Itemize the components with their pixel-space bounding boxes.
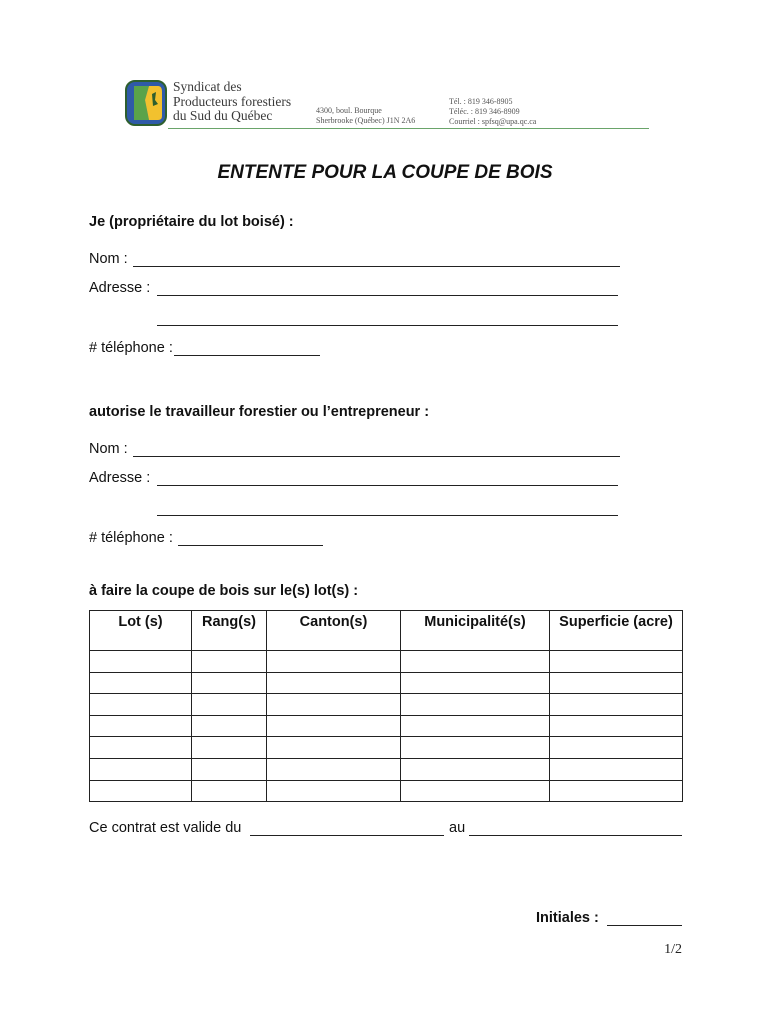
table-cell[interactable] — [550, 672, 683, 694]
table-cell[interactable] — [267, 651, 401, 673]
initials-field[interactable] — [607, 925, 682, 926]
worker-phone-label: # téléphone : — [89, 530, 173, 546]
owner-heading: Je (propriétaire du lot boisé) : — [89, 214, 294, 230]
table-header-row — [90, 611, 683, 651]
table-cell[interactable] — [90, 651, 192, 673]
owner-name-label: Nom : — [89, 251, 128, 267]
owner-address-field-line2[interactable] — [157, 325, 618, 326]
table-cell[interactable] — [267, 737, 401, 759]
table-cell[interactable] — [550, 780, 683, 802]
table-cell[interactable] — [401, 694, 550, 716]
worker-address-field-line2[interactable] — [157, 515, 618, 516]
table-cell[interactable] — [90, 694, 192, 716]
table-row — [90, 715, 683, 737]
initials-label: Initiales : — [536, 910, 599, 926]
owner-address-label: Adresse : — [89, 280, 151, 296]
table-cell[interactable] — [90, 715, 192, 737]
table-cell[interactable] — [192, 651, 267, 673]
contact-line: Téléc. : 819 346-8909 — [449, 107, 520, 116]
worker-name-label: Nom : — [89, 441, 128, 457]
table-cell[interactable] — [192, 715, 267, 737]
validity-to-label: au — [449, 820, 466, 836]
contact-line: Courriel : spfsq@upa.qc.ca — [449, 117, 537, 126]
organization-contact — [449, 97, 536, 127]
table-cell[interactable] — [267, 780, 401, 802]
table-row — [90, 651, 683, 673]
organization-name — [173, 80, 291, 124]
table-row — [90, 694, 683, 716]
table-cell[interactable] — [401, 651, 550, 673]
column-header-canton: Canton(s) — [267, 611, 401, 651]
table-cell[interactable] — [192, 758, 267, 780]
table-cell[interactable] — [550, 715, 683, 737]
owner-phone-field[interactable] — [174, 355, 320, 356]
org-line: du Sud du Québec — [173, 108, 273, 123]
worker-address-label: Adresse : — [89, 470, 151, 486]
table-cell[interactable] — [192, 780, 267, 802]
table-row — [90, 758, 683, 780]
document-title: ENTENTE POUR LA COUPE DE BOIS — [217, 162, 553, 183]
table-cell[interactable] — [550, 737, 683, 759]
worker-address-field[interactable] — [157, 485, 618, 486]
spfsq-logo — [125, 80, 167, 126]
page-number: 1/2 — [664, 942, 682, 957]
address-line: Sherbrooke (Québec) J1N 2A6 — [316, 116, 416, 125]
table-cell[interactable] — [267, 672, 401, 694]
table-row — [90, 737, 683, 759]
table-cell[interactable] — [192, 737, 267, 759]
table-cell[interactable] — [267, 694, 401, 716]
table-row — [90, 780, 683, 802]
worker-heading: autorise le travailleur forestier ou l’entrepreneur : — [89, 404, 430, 420]
table-cell[interactable] — [192, 694, 267, 716]
worker-name-field[interactable] — [133, 456, 620, 457]
owner-phone-label: # téléphone : — [89, 340, 173, 356]
column-header-rang: Rang(s) — [192, 611, 267, 651]
table-cell[interactable] — [192, 672, 267, 694]
owner-address-field[interactable] — [157, 295, 618, 296]
organization-address — [316, 106, 415, 126]
org-line: Syndicat des — [173, 79, 242, 94]
table-cell[interactable] — [90, 737, 192, 759]
column-header-superficie: Superficie (acre) — [550, 611, 683, 651]
contact-line: Tél. : 819 346-8905 — [449, 97, 513, 106]
table-cell[interactable] — [90, 672, 192, 694]
table-cell[interactable] — [550, 694, 683, 716]
header-divider — [168, 128, 649, 129]
table-cell[interactable] — [550, 651, 683, 673]
validity-end-field[interactable] — [469, 835, 682, 836]
validity-label: Ce contrat est valide du — [89, 820, 242, 836]
table-cell[interactable] — [267, 715, 401, 737]
org-line: Producteurs forestiers — [173, 93, 292, 109]
lots-heading: à faire la coupe de bois sur le(s) lot(s) : — [89, 583, 359, 599]
owner-name-field[interactable] — [133, 266, 620, 267]
column-header-municipalite: Municipalité(s) — [401, 611, 550, 651]
table-cell[interactable] — [401, 780, 550, 802]
table-cell[interactable] — [401, 758, 550, 780]
worker-phone-field[interactable] — [178, 545, 323, 546]
table-cell[interactable] — [401, 672, 550, 694]
validity-start-field[interactable] — [250, 835, 444, 836]
table-cell[interactable] — [550, 758, 683, 780]
table-cell[interactable] — [90, 780, 192, 802]
table-cell[interactable] — [401, 715, 550, 737]
address-line: 4300, boul. Bourque — [316, 106, 382, 115]
lots-table — [89, 610, 683, 802]
table-cell[interactable] — [401, 737, 550, 759]
table-cell[interactable] — [90, 758, 192, 780]
table-row — [90, 672, 683, 694]
column-header-lot: Lot (s) — [90, 611, 192, 651]
table-cell[interactable] — [267, 758, 401, 780]
